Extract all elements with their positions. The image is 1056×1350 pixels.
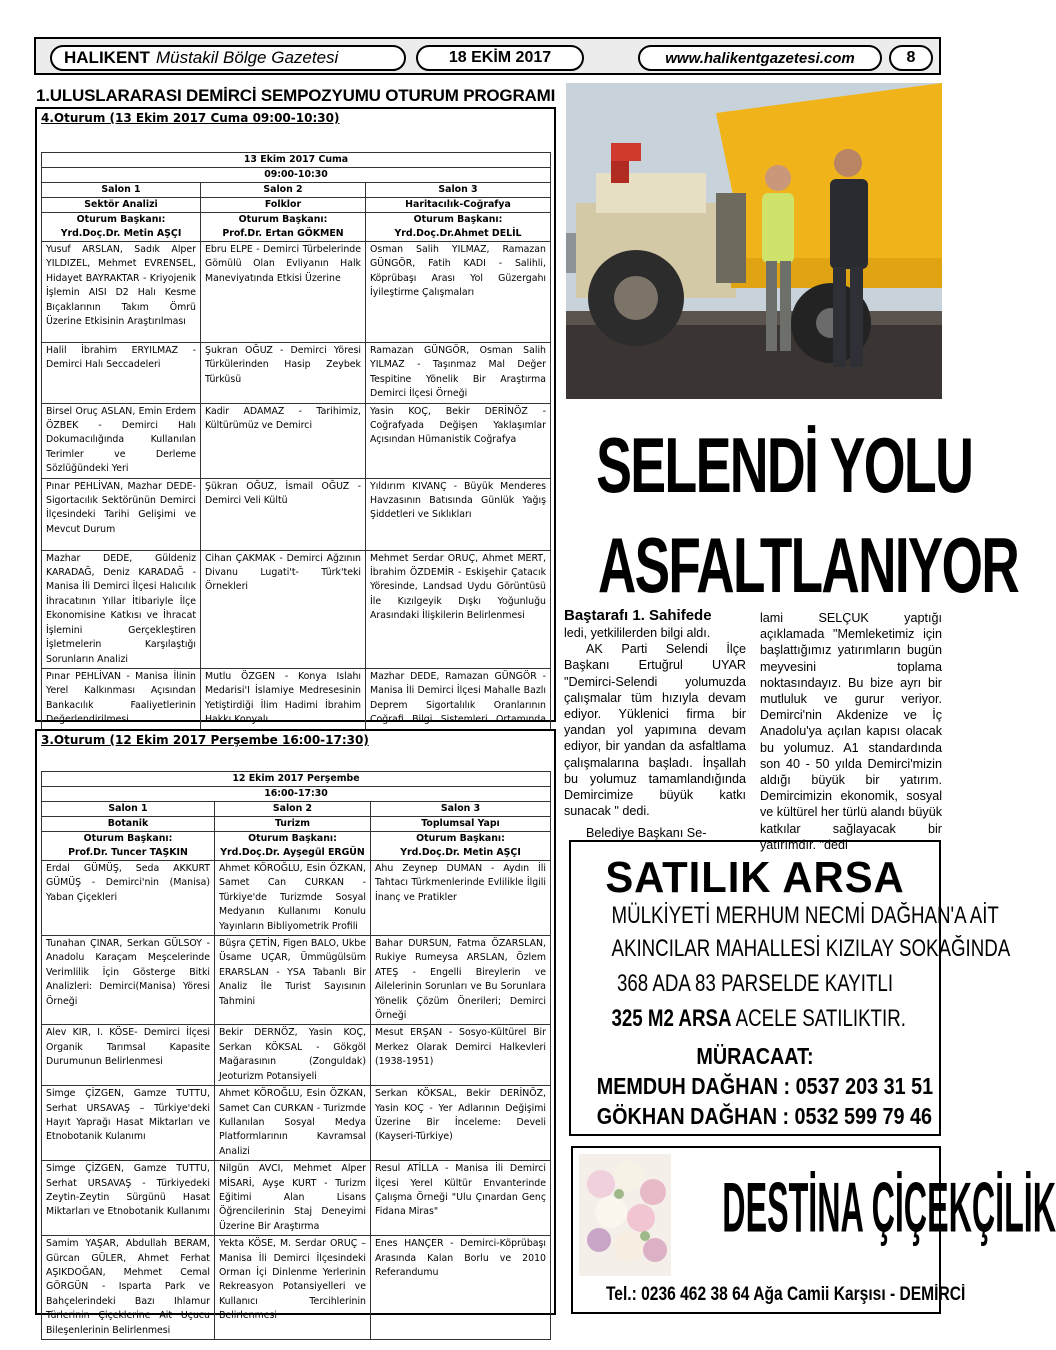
session-date: 12 Ekim 2017 Perşembe (42, 772, 551, 787)
session3-table (41, 771, 551, 1340)
chair-cell (201, 213, 366, 242)
session3-title: 3.Oturum (12 Ekim 2017 Perşembe 16:00-17:30) (41, 733, 369, 747)
ad-contact: GÖKHAN DAĞHAN : 0532 599 79 46 (596, 1103, 933, 1129)
hall-header: Salon 1 (42, 183, 201, 198)
florist-name: DESTİNA ÇİÇEKÇİLİK (722, 1169, 1056, 1248)
topic-header: Haritacılık-Coğrafya (366, 198, 551, 213)
paper-cell: Mehmet Serdar ORUÇ, Ahmet MERT, İbrahim ÖZDEMİR - Eskişehir Çatacık Yöresinde, Landsad Uydu Görüntüsü İle Kızılgeyik Dışkı Yoğunluğu Arasındaki İlişkilerin Belirlenmesi (366, 550, 551, 668)
article-paragraph: ledi, yetkililerden bilgi aldı. (564, 626, 711, 640)
chair-name: Yrd.Doç.Dr. Metin AŞÇI (60, 228, 182, 239)
paper-cell: Ahmet KÖROĞLU, Esin ÖZKAN, Samet Can CURKAN - Türkiye'de Turizmde Sosyal Medyanın Kullanımı Konulu Yayınların Bibliyometrik Profili (215, 861, 371, 936)
paper-cell: Ahu Zeynep DUMAN - Aydın İli Tahtacı Türkmenlerinde Evlilikle İlgili İnanç ve Pratikler (371, 861, 551, 936)
paper-cell: Yusuf ARSLAN, Sadık Alper YILDIZEL, Mehmet EVRENSEL, Hidayet BAYRAKTAR - Kriyojenik İşlemin AISI D2 Halı Kesme Bıçaklarının Takım Ömrü Üzerine Etkisinin Araştırılması (42, 242, 201, 343)
hall-header: Salon 2 (215, 802, 371, 817)
article-paragraph: lami SELÇUK yaptığı açıklamada "Memleketimiz için başlattığımız yatırımların bugün meyvesini toplama noktasındayız. Bu bize ayrı bir mutluluk ve gurur veriyor. Demirci'nin Akdenize ve İç Anadolu'ya açılan kapısı olacak bu yolumuz. A1 standardında son 40 - 50 yılda Demirci'mizin aldığı büyük bir yatırım. Demircimizin ekonomik, sosyal ve kültürel her türlü alandı büyük katkılar sağlayacak bir yatırımdır. "dedi (760, 611, 943, 852)
masthead (34, 37, 941, 75)
newspaper-subtitle: Müstakil Bölge Gazetesi (155, 48, 339, 67)
chair-name: Prof.Dr. Tuncer TAŞKIN (68, 847, 188, 858)
newspaper-title: HALIKENT (64, 48, 150, 67)
website-link[interactable]: www.halikentgazetesi.com (638, 45, 882, 71)
article-column-1 (564, 606, 746, 842)
paper-cell: Birsel Oruç ASLAN, Emin Erdem ÖZBEK - Demirci Halı Dokumacılığında Kullanılan Terimler ve Derleme Sözlüğündeki Yeri (42, 403, 201, 478)
florist-ad (571, 1146, 1056, 1314)
chair-label: Oturum Başkanı: (238, 214, 328, 225)
ad-area-text: ACELE SATILIKTIR. (735, 1005, 906, 1032)
chair-label: Oturum Başkanı: (248, 833, 337, 844)
paper-cell: Alev KIR, I. KÖSE- Demirci İlçesi Organik Tarımsal Kapasite Durumunun Belirlenmesi (42, 1025, 215, 1086)
paper-cell: Samim YAŞAR, Abdullah BERAM, Gürcan GÜLER, Ahmet Ferhat AŞIKDOĞAN, Mehmet Cemal GÖRGÜN - Isparta Park ve Bahçelerindeki Bazı Ihlamur Türlerinin Çiçeklerine Ait Uçucu Bileşenlerinin Belirlenmesi (42, 1236, 215, 1340)
chair-cell (42, 832, 215, 861)
session-time: 09:00-10:30 (42, 168, 551, 183)
paper-cell: Ahmet KÖROĞLU, Esin ÖZKAN, Samet Can CURKAN - Turizmde Kullanılan Sosyal Medya Platformlarının Kavramsal Analizi (215, 1086, 371, 1161)
paper-cell: Osman Salih YILMAZ, Ramazan GÜNGÖR, Fatih KADI - Salihli, Köprübaşı Arası Yol Güzergahı İyileştirme Çalışmaları (366, 242, 551, 343)
paper-cell: Resul ATİLLA - Manisa İli Demirci İlçesi Yerel Kültür Envanterinde Çalışma Örneği "Ulu Çınardan Genç Fidana Miras" (371, 1161, 551, 1236)
paper-cell: Yasin KOÇ, Bekir DERİNÖZ - Coğrafyada Değişen Yaklaşımlar Açısından Hümanistik Coğrafya (366, 403, 551, 478)
article-column-2 (760, 610, 942, 853)
hall-header: Salon 3 (366, 183, 551, 198)
paper-cell: Mazhar DEDE, Güldeniz KARADAĞ, Deniz KARADAĞ - Manisa İli Demirci İlçesi Halıcılık İhracatının Yıllar İtibariyle İlçe Ekonomisine Katkısı ve İhracat İşlemini Gerçekleştiren İşletmelerin Karşılaştığı Sorunların Analizi (42, 550, 201, 668)
ad-line: MÜLKİYETİ MERHUM NECMİ DAĞHAN'A AİT (611, 902, 999, 929)
paper-cell: Serkan KÖKSAL, Bekir DERİNÖZ, Yasin KOÇ - Yer Adlarının Değişimi Üzerine Bir İnceleme: Develi (Kayseri-Türkiye) (371, 1086, 551, 1161)
paper-cell: Pınar PEHLİVAN, Mazhar DEDE- Sigortacılık Sektörünün Demirci İlçesindeki Tarihi Gelişimi ve Mevcut Durum (42, 478, 201, 550)
paper-cell: Erdal GÜMÜŞ, Seda AKKURT GÜMÜŞ - Demirci'nin (Manisa) Yaban Çiçekleri (42, 861, 215, 936)
paper-cell: Nilgün AVCI, Mehmet Alper MİSARİ, Ayşe KURT - Turizm Eğitimi Alan Lisans Öğrencilerinin Staj Deneyimi Üzerine Bir Araştırma (215, 1161, 371, 1236)
ad-line: AKINCILAR MAHALLESİ KIZILAY SOKAĞINDA (611, 935, 1011, 962)
session-date: 13 Ekim 2017 Cuma (42, 153, 551, 168)
page-number: 8 (889, 45, 933, 71)
ad-line: 368 ADA 83 PARSELDE KAYITLI (616, 970, 894, 997)
paper-cell: Pınar PEHLİVAN - Manisa İlinin Yerel Kalkınması Açısından Bankacılık Faaliyetlerinin Değerlendirilmesi (42, 668, 201, 743)
land-sale-ad (569, 840, 1011, 1136)
article-paragraph: Belediye Başkanı Se- (586, 826, 707, 841)
paper-cell: Yıldırım KIVANÇ - Büyük Menderes Havzasının Batısında Günlük Yağış Şiddetleri ve Sıklıkları (366, 478, 551, 550)
hall-header: Salon 2 (201, 183, 366, 198)
session3-box (35, 729, 556, 1336)
hall-header: Salon 1 (42, 802, 215, 817)
program-title: 1.ULUSLARARASI DEMİRCİ SEMPOZYUMU OTURUM PROGRAMI (36, 86, 556, 105)
chair-cell (366, 213, 551, 242)
chair-label: Oturum Başkanı: (413, 214, 503, 225)
paper-cell: Enes HANÇER - Demirci-Köprübaşı Arasında Kalan Borlu ve 2010 Referandumu (371, 1236, 551, 1340)
topic-header: Folklor (201, 198, 366, 213)
chair-label: Oturum Başkanı: (416, 833, 505, 844)
chair-name: Yrd.Doç.Dr. Ayşegül ERGÜN (220, 847, 365, 858)
topic-header: Sektör Analizi (42, 198, 201, 213)
ad-contact: MEMDUH DAĞHAN : 0537 203 31 51 (596, 1073, 934, 1099)
session4-box (35, 107, 556, 726)
paper-cell: Simge ÇİZGEN, Gamze TUTTU, Serhat URSAVAŞ – Türkiye'deki Hayıt Yaprağı Hasat Miktarları ve Etnobotanik Kulanımı (42, 1086, 215, 1161)
chair-name: Yrd.Doç.Dr. Metin AŞÇI (400, 847, 521, 858)
news-photo (566, 83, 942, 399)
paper-cell: Şükran OĞUZ, İsmail OĞUZ - Demirci Veli Kültü (201, 478, 366, 550)
chair-cell (215, 832, 371, 861)
roadwork-photo-illustration (566, 83, 942, 399)
paper-cell: Mutlu ÖZGEN - Konya Islahı Medarisi'I İslamiye Medresesinin Yetiştirdiği İlim Hadimi İbrahim Hakkı Konyalı (201, 668, 366, 743)
chair-cell (371, 832, 551, 861)
news-headline-line1: SELENDİ YOLU (596, 421, 973, 510)
hall-header: Salon 3 (371, 802, 551, 817)
paper-cell: Cihan ÇAKMAK - Demirci Ağzının Divanu Lugati't- Türk'teki Örnekleri (201, 550, 366, 668)
news-headline-line2: ASFALTLANIYOR (597, 521, 1019, 610)
newspaper-name (50, 45, 406, 71)
issue-date: 18 EKİM 2017 (416, 45, 584, 71)
paper-cell: Ebru ELPE - Demirci Türbelerinde Gömülü Olan Evliyanın Halk Maneviyatında Etkisi Üzerine (201, 242, 366, 343)
ad-contact-label: MÜRACAAT: (696, 1043, 814, 1069)
topic-header: Toplumsal Yapı (371, 817, 551, 832)
chair-name: Yrd.Doç.Dr.Ahmet DELİL (394, 228, 522, 239)
paper-cell: Ramazan GÜNGÖR, Osman Salih YILMAZ - Taşınmaz Mal Değer Tespitine Yönelik Bir Araştırma Demirci İlçesi Örneği (366, 343, 551, 404)
paper-cell: Tunahan ÇINAR, Serkan GÜLSOY - Anadolu Karaçam Meşcelerinde Verimlilik İçin Gösterge Bitki Analizleri: Demirci(Manisa) Yöresi Örneği (42, 936, 215, 1025)
paper-cell: Kadir ADAMAZ - Tarihimiz, Kültürümüz ve Demirci (201, 403, 366, 478)
ad-area: 325 M2 ARSA (611, 1005, 732, 1032)
chair-label: Oturum Başkanı: (83, 833, 173, 844)
topic-header: Botanik (42, 817, 215, 832)
article-paragraph: AK Parti Selendi İlçe Başkanı Ertuğrul UYAR "Demirci-Selendi yolumuzda çalışmalar tüm hızıyla devam ediyor. Yüklenici firma bir yandan yol yapımına devam ediyor, bir yandan da asfaltlama çalışmalarına başladı. İnşallah bu yolumuz tamamlandığında Demircimize büyük katkı sunacak " dedi. (564, 642, 746, 819)
flower-bouquet-image (579, 1154, 671, 1276)
chair-cell (42, 213, 201, 242)
paper-cell: Büşra ÇETİN, Figen BALO, Ukbe Üsame UÇAR, Ümmügülsüm ERARSLAN - YSA Tabanlı Bir Analiz İle Turist Sayısının Tahmini (215, 936, 371, 1025)
paper-cell: Mesut ERŞAN - Sosyo-Kültürel Bir Merkez Olarak Demirci Halkevleri (1938-1951) (371, 1025, 551, 1086)
paper-cell: Simge ÇİZGEN, Gamze TUTTU, Serhat URSAVAŞ - Türkiyedeki Zeytin-Zeytin Sürgünü Hasat Miktarları ve Etnobotanik Kullanımı (42, 1161, 215, 1236)
florist-contact: Tel.: 0236 462 38 64 Ağa Camii Karşısı - DEMİRCİ (605, 1284, 966, 1305)
session4-table (41, 152, 551, 744)
chair-name: Prof.Dr. Ertan GÖKMEN (222, 228, 344, 239)
ad-line (611, 1005, 906, 1033)
paper-cell: Bahar DURSUN, Fatma ÖZARSLAN, Rukiye Rumeysa ARSLAN, Özlem ATEŞ - Engelli Bireylerin ve Ailelerinin Sorunları ve Bu Sorunlara Yönelik Çözüm Önerileri; Demirci Örneği (371, 936, 551, 1025)
paper-cell: Mazhar DEDE, Ramazan GÜNGÖR - Manisa İli Demirci İlçesi Mahalle Bazlı Deprem Sigortalılık Oranlarının Coğrafi Bilgi Sistemleri Ortamında (366, 668, 551, 743)
session4-title: 4.Oturum (13 Ekim 2017 Cuma 09:00-10:30) (41, 111, 340, 125)
chair-label: Oturum Başkanı: (76, 214, 166, 225)
paper-cell: Şukran OĞUZ - Demirci Yöresi Türkülerinden Hasip Zeybek Türküsü (201, 343, 366, 404)
ad-title: SATILIK ARSA (605, 853, 905, 902)
session-time: 16:00-17:30 (42, 787, 551, 802)
paper-cell: Yekta KÖSE, M. Serdar ORUÇ – Manisa İli Demirci İlçesindeki Orman İçi Dinlenme Yerlerinin Rekreasyon Potansiyelleri ve Kullanıcı Tercihlerinin Belirlenmesi (215, 1236, 371, 1340)
paper-cell: Bekir DERNÖZ, Yasin KOÇ, Serkan KÖKSAL - Gökgöl Mağarasının (Zonguldak) Jeoturizm Potansiyeli (215, 1025, 371, 1086)
topic-header: Turizm (215, 817, 371, 832)
article-lead: Baştarafı 1. Sahifede (564, 607, 712, 624)
paper-cell: Halil İbrahim ERYILMAZ - Demirci Halı Seccadeleri (42, 343, 201, 404)
